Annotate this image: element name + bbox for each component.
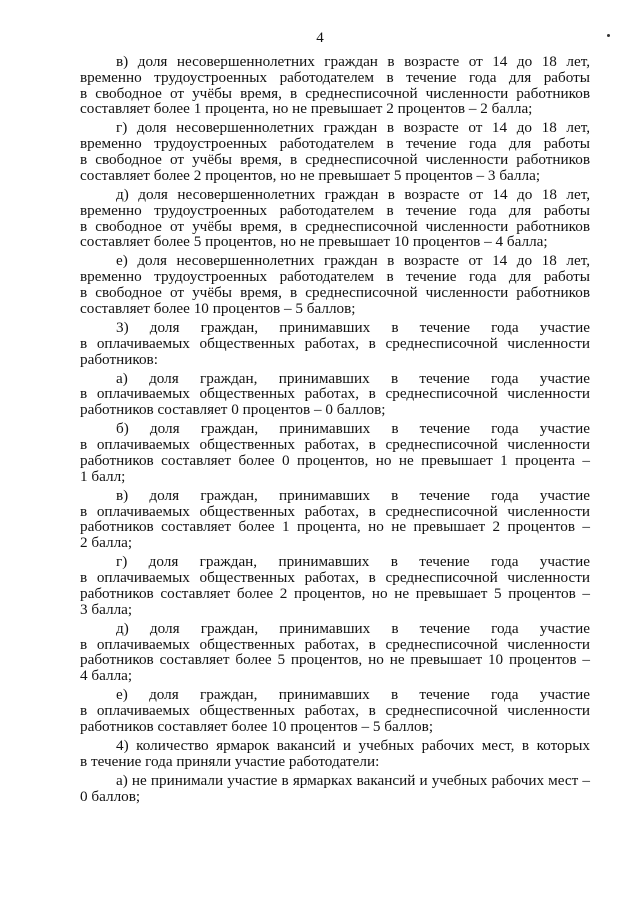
paragraph-line: в оплачиваемых общественных работах, в среднесписочной численности xyxy=(80,569,590,587)
paragraph-line: составляет более 2 процентов, но не превышает 5 процентов – 3 балла; xyxy=(80,166,541,184)
paragraph-line: составляет более 5 процентов, но не превышает 10 процентов – 4 балла; xyxy=(80,233,548,251)
paragraph-line: а) доля граждан, принимавших в течение года участие xyxy=(116,369,590,387)
paragraph-line: в оплачиваемых общественных работах, в среднесписочной численности xyxy=(80,702,590,720)
paragraph-line: составляет более 1 процента, но не превышает 2 процентов – 2 балла; xyxy=(80,100,533,118)
paragraph-p-3-b xyxy=(80,421,590,484)
scan-dot-mark xyxy=(607,34,610,37)
paragraph-line: временно трудоустроенных работодателем в течение года для работы xyxy=(80,268,590,286)
paragraph-line: временно трудоустроенных работодателем в течение года для работы xyxy=(80,201,590,219)
paragraph-p-3-d xyxy=(80,621,590,684)
document-body xyxy=(80,54,590,808)
paragraph-line: 0 баллов; xyxy=(80,787,141,805)
paragraph-line: работников составляет более 1 процента, но не превышает 2 процентов – xyxy=(80,518,590,536)
paragraph-line: в течение года приняли участие работодатели: xyxy=(80,752,380,770)
paragraph-line: временно трудоустроенных работодателем в течение года для работы xyxy=(80,135,590,153)
paragraph-line: работников составляет более 0 процентов, но не превышает 1 процента – xyxy=(80,451,590,469)
paragraph-line: 1 балл; xyxy=(80,467,126,485)
paragraph-line: составляет более 10 процентов – 5 баллов; xyxy=(80,299,356,317)
paragraph-line: е) доля граждан, принимавших в течение года участие xyxy=(116,686,590,704)
paragraph-p-3-a xyxy=(80,371,590,418)
paragraph-line: 4 балла; xyxy=(80,667,133,685)
paragraph-line: г) доля граждан, принимавших в течение года участие xyxy=(116,553,590,571)
paragraph-line: е) доля несовершеннолетних граждан в возрасте от 14 до 18 лет, xyxy=(116,252,590,270)
paragraph-line: 3 балла; xyxy=(80,600,133,618)
paragraph-p-4 xyxy=(80,738,590,770)
paragraph-p-e-14-18 xyxy=(80,253,590,316)
paragraph-line: 3) доля граждан, принимавших в течение года участие xyxy=(116,318,590,336)
paragraph-line: в оплачиваемых общественных работах, в среднесписочной численности xyxy=(80,502,590,520)
paragraph-line: д) доля несовершеннолетних граждан в возрасте от 14 до 18 лет, xyxy=(116,185,590,203)
paragraph-p-3 xyxy=(80,320,590,367)
paragraph-line: в свободное от учёбы время, в среднесписочной численности работников xyxy=(80,217,590,235)
paragraph-line: д) доля граждан, принимавших в течение года участие xyxy=(116,619,590,637)
paragraph-p-3-v xyxy=(80,488,590,551)
paragraph-line: работников составляет более 5 процентов, но не превышает 10 процентов – xyxy=(80,651,590,669)
paragraph-line: в оплачиваемых общественных работах, в среднесписочной численности xyxy=(80,385,590,403)
paragraph-line: работников составляет более 2 процентов, но не превышает 5 процентов – xyxy=(80,584,590,602)
paragraph-line: в свободное от учёбы время, в среднесписочной численности работников xyxy=(80,284,590,302)
page-number: 4 xyxy=(316,30,324,46)
paragraph-line: 4) количество ярмарок вакансий и учебных рабочих мест, в которых xyxy=(116,736,590,754)
paragraph-line: работников: xyxy=(80,350,158,368)
paragraph-p-3-e xyxy=(80,687,590,734)
paragraph-p-v-14-18 xyxy=(80,54,590,117)
paragraph-line: в оплачиваемых общественных работах, в среднесписочной численности xyxy=(80,334,590,352)
paragraph-line: 2 балла; xyxy=(80,534,133,552)
paragraph-line: в оплачиваемых общественных работах, в среднесписочной численности xyxy=(80,436,590,454)
paragraph-line: в свободное от учёбы время, в среднесписочной численности работников xyxy=(80,84,590,102)
paragraph-line: работников составляет 0 процентов – 0 баллов; xyxy=(80,401,386,419)
paragraph-p-g-14-18 xyxy=(80,120,590,183)
paragraph-p-3-g xyxy=(80,554,590,617)
paragraph-p-d-14-18 xyxy=(80,187,590,250)
paragraph-line: в свободное от учёбы время, в среднесписочной численности работников xyxy=(80,151,590,169)
paragraph-line: в) доля несовершеннолетних граждан в возрасте от 14 до 18 лет, xyxy=(116,53,590,70)
paragraph-p-4-a xyxy=(80,773,590,805)
paragraph-line: г) доля несовершеннолетних граждан в возрасте от 14 до 18 лет, xyxy=(116,119,590,137)
paragraph-line: в оплачиваемых общественных работах, в среднесписочной численности xyxy=(80,635,590,653)
paragraph-line: б) доля граждан, принимавших в течение года участие xyxy=(116,420,590,438)
paragraph-line: работников составляет более 10 процентов – 5 баллов; xyxy=(80,717,434,735)
paragraph-line: временно трудоустроенных работодателем в течение года для работы xyxy=(80,68,590,86)
paragraph-line: в) доля граждан, принимавших в течение года участие xyxy=(116,486,590,504)
paragraph-line: а) не принимали участие в ярмарках вакансий и учебных рабочих мест – xyxy=(116,771,590,789)
